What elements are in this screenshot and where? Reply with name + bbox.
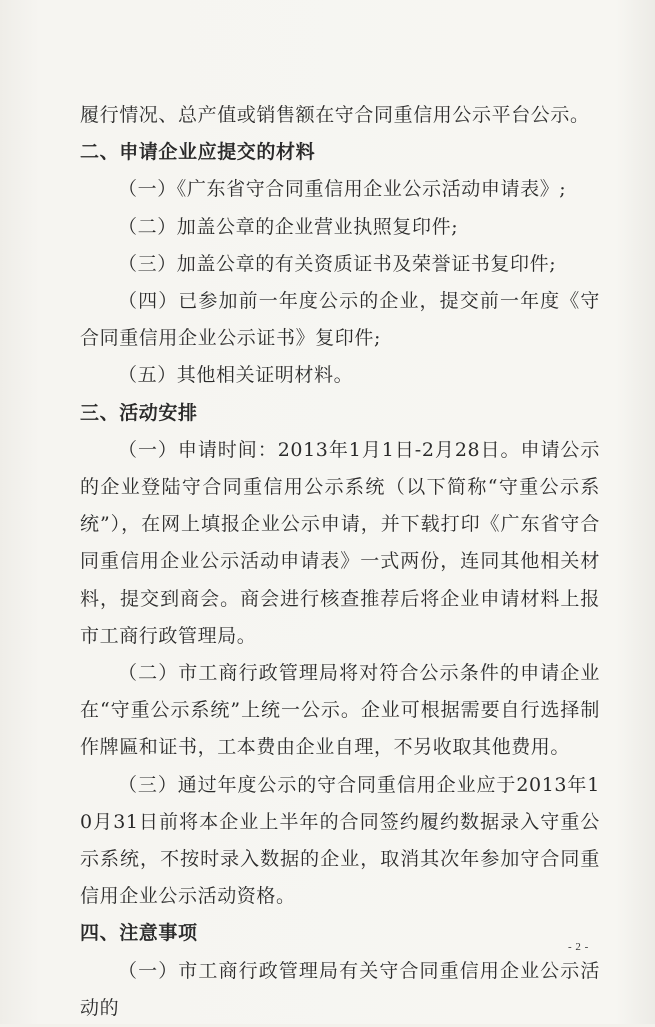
document-body — [80, 97, 600, 1027]
notice-item-1: （一）市工商行政管理局有关守合同重信用企业公示活动的 — [80, 959, 600, 1019]
list-item-materials-1: （一）《广东省守合同重信用企业公示活动申请表》; — [118, 178, 567, 201]
list-item-materials-2: （二）加盖公章的企业营业执照复印件; — [118, 215, 459, 238]
section-heading-4: 四、注意事项 — [80, 922, 198, 945]
list-item-materials-3: （三）加盖公章的有关资质证书及荣誉证书复印件; — [118, 252, 557, 275]
schedule-item-1: （一）申请时间：2013年1月1日-2月28日。申请公示的企业登陆守合同重信用公示系统（以下简称“守重公示系统”），在网上填报企业公示申请，并下载打印《广东省守合同重信用企业公示活动申请表》一式两份，连同其他相关材料，提交到商会。商会进行核查推荐后将企业申请材料上报市工商行政管理局。 — [80, 438, 600, 647]
page-number: - 2 - — [568, 941, 589, 953]
section-heading-2: 二、申请企业应提交的材料 — [80, 141, 316, 164]
paragraph-continuation: 履行情况、总产值或销售额在守合同重信用公示平台公示。 — [80, 104, 590, 126]
list-item-materials-5: （五）其他相关证明材料。 — [118, 364, 354, 387]
schedule-item-3: （三）通过年度公示的守合同重信用企业应于2013年10月31日前将本企业上半年的合同签约履约数据录入守重公示系统，不按时录入数据的企业，取消其次年参加守合同重信用企业公示活动资格。 — [80, 773, 600, 908]
list-item-materials-4: （四）已参加前一年度公示的企业，提交前一年度《守合同重信用企业公示证书》复印件; — [80, 290, 600, 350]
section-heading-3: 三、活动安排 — [80, 401, 198, 424]
schedule-item-2: （二）市工商行政管理局将对符合公示条件的申请企业在“守重公示系统”上统一公示。企业可根据需要自行选择制作牌匾和证书，工本费由企业自理，不另收取其他费用。 — [80, 662, 600, 759]
